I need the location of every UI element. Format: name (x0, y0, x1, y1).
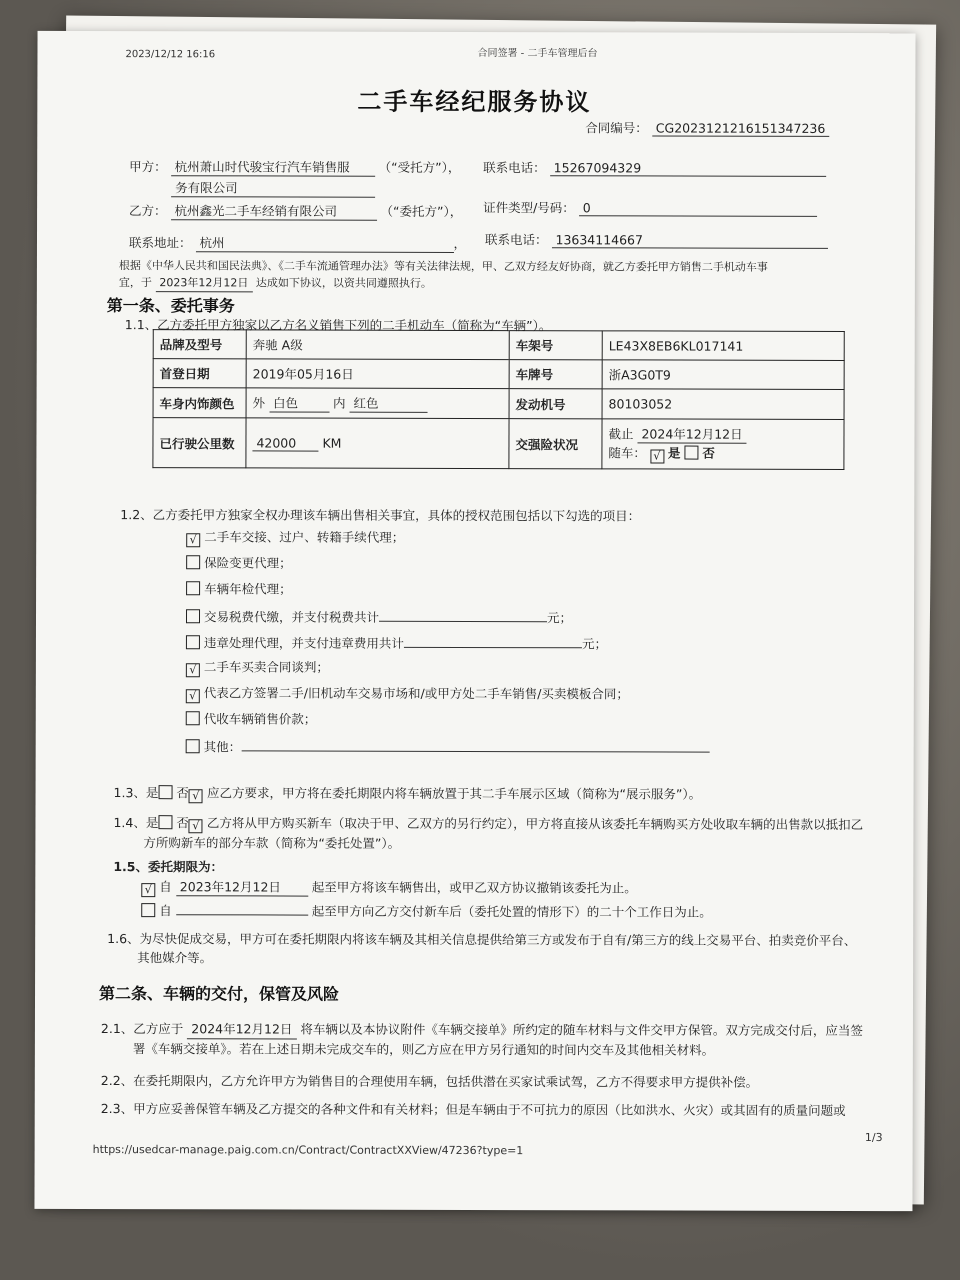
vehicle-table (152, 329, 844, 470)
checkbox-option-1[interactable]: √ (186, 533, 200, 547)
list-item (186, 735, 710, 762)
clause-1-4 (113, 813, 903, 854)
site-title: 合同签署 - 二手车管理后台 (477, 48, 598, 60)
clause-2-1-prefix: 2.1、乙方应于 (100, 1021, 184, 1037)
checkbox-option-4[interactable] (186, 609, 200, 623)
intro-date: 2023年12月12日 (155, 274, 252, 292)
table-row (153, 359, 844, 390)
table-row (153, 418, 844, 470)
list-item (186, 579, 710, 606)
party-a-name-line1: 杭州萧山时代骏宝行汽车销售服 (171, 157, 375, 177)
delivery-date: 2024年12月12日 (187, 1019, 296, 1039)
clause-1-3-no: 否 (176, 785, 189, 801)
insurance-date: 2024年12月12日 (637, 424, 746, 443)
clause-1-4-text: 乙方将从甲方购买新车（取决于甲、乙双方的另行约定），甲方将直接从该委托车辆购买方处收取车辆的出售款以抵扣乙 (206, 815, 864, 833)
engine-value: 80103052 (602, 389, 844, 420)
clause-1-3-yes: 1.3、是 (113, 785, 159, 801)
intro-suffix: 达成如下协议，以资共同遵照执行。 (255, 276, 432, 290)
clause-1-2: 1.2、乙方委托甲方独家全权办理该车辆出售相关事宜，具体的授权范围包括以下勾选的项目： (120, 507, 641, 524)
address-value: 杭州 (195, 233, 453, 253)
list-item (186, 657, 710, 684)
list-item (186, 605, 710, 632)
checkbox-1-3-no[interactable]: √ (189, 789, 203, 803)
party-b-name: 杭州鑫光二手车经销有限公司 (171, 201, 377, 221)
party-b-label: 乙方： (129, 203, 167, 219)
option-list (186, 527, 710, 762)
clause-1-4-text-2: 方所购新车的部分车款（简称为“委托处置”）。 (143, 835, 401, 851)
mileage-label: 已行驶公里数 (153, 418, 246, 468)
exterior-color: 白色 (269, 393, 329, 412)
color-value (246, 388, 509, 419)
plate-label: 车牌号 (509, 360, 602, 389)
other-blank[interactable] (241, 735, 709, 752)
clause-1-3-text: 应乙方要求，甲方将在委托期限内将车辆放置于其二手车展示区域（简称为“展示服务”）。 (206, 785, 702, 802)
party-b-role: （“委托方”）， (380, 203, 463, 219)
list-item (186, 683, 710, 710)
clause-1-5-title: 1.5、委托期限为： (113, 859, 224, 875)
option-label: 车辆年检代理； (204, 581, 292, 597)
list-item (186, 631, 710, 658)
contract-page (34, 31, 915, 1211)
clause-2-3: 2.3、甲方应妥善保管车辆及乙方提交的各种文件和有关材料；但是车辆由于不可抗力的原因（比如洪水、火灾）或其固有的质量问题或 (100, 1101, 846, 1118)
checkbox-term-1[interactable]: √ (141, 883, 155, 897)
interior-color: 红色 (350, 394, 428, 413)
checkbox-term-2[interactable] (141, 903, 155, 917)
exterior-prefix: 外 (252, 395, 266, 411)
checkbox-option-9[interactable] (186, 739, 200, 753)
intro-prefix: 宜，于 (118, 276, 152, 290)
party-b-phone (485, 230, 828, 249)
clause-1-6-line1: 1.6、为尽快促成交易，甲方可在委托期限内将该车辆及其相关信息提供给第三方或发布于自有/第三方的线上交易平台、拍卖竞价平台、 (107, 931, 857, 948)
party-a-role: （“受托方”）， (378, 159, 461, 175)
phone-label: 联系电话： (483, 160, 546, 176)
term-option-1 (141, 877, 637, 898)
insurance-label: 交强险状况 (509, 419, 602, 469)
checkbox-1-4-yes[interactable] (158, 815, 172, 829)
clause-1-1: 1.1、乙方委托甲方独家以乙方名义销售下列的二手机动车（简称为“车辆”）。 (124, 317, 552, 334)
phone-label-b: 联系电话： (484, 232, 548, 248)
party-a-phone (483, 158, 826, 177)
term-option-2 (141, 899, 712, 920)
no-label: 否 (702, 445, 715, 461)
table-row (153, 388, 844, 420)
party-a-name-line2: 务有限公司 (171, 178, 375, 198)
clause-1-6-line2: 其他媒介等。 (137, 950, 213, 966)
tax-amount-blank[interactable] (379, 606, 547, 622)
clause-1-6 (107, 929, 907, 969)
checkbox-option-3[interactable] (186, 581, 200, 595)
vin-label: 车架号 (509, 331, 602, 360)
first-reg-label: 首登日期 (153, 359, 246, 388)
table-row (153, 330, 844, 361)
term-from-2: 自 (159, 903, 172, 919)
option-suffix: 元； (547, 610, 573, 626)
color-label: 车身内饰颜色 (153, 388, 246, 418)
term-option-2-text: 起至甲方向乙方交付新车后（委托处置的情形下）的二十个工作日为止。 (311, 903, 712, 920)
option-label: 二手车买卖合同谈判； (203, 659, 329, 675)
plate-value: 浙A3G0T9 (602, 360, 844, 390)
party-a (129, 157, 489, 198)
option-label: 保险变更代理； (204, 555, 292, 571)
insurance-prefix: 截止 (608, 426, 634, 442)
interior-prefix: 内 (333, 395, 346, 411)
page-title: 二手车经纪服务协议 (357, 87, 592, 117)
checkbox-1-4-no[interactable]: √ (189, 819, 203, 833)
mileage-value: 42000 (252, 435, 318, 451)
id-value: 0 (579, 200, 817, 217)
with-car-label: 随车： (608, 445, 646, 461)
party-b-id (483, 198, 817, 217)
page-number: 1/3 (864, 1131, 883, 1145)
address (129, 233, 466, 253)
yes-label: 是 (667, 445, 681, 461)
intro-line2 (119, 274, 849, 294)
article2-title: 第二条、车辆的交付，保管及风险 (98, 984, 340, 1004)
brand-label: 品牌及型号 (153, 330, 246, 359)
checkbox-option-7[interactable]: √ (186, 689, 200, 703)
id-label: 证件类型/号码： (483, 200, 575, 216)
violation-amount-blank[interactable] (404, 632, 582, 648)
intro-line1: 根据《中华人民共和国民法典》、《二手车流通管理办法》等有关法律法规，甲、乙双方经友好协商，就乙方委托甲方销售二手机动车事 (118, 259, 768, 274)
clause-2-2: 2.2、在委托期限内，乙方允许甲方为销售目的合理使用车辆，包括供潜在买家试乘试驾，乙方不得要求甲方提供补偿。 (100, 1073, 759, 1090)
checkbox-option-8[interactable] (186, 711, 200, 725)
print-timestamp: 2023/12/12 16:16 (125, 49, 216, 61)
first-reg-value: 2019年05月16日 (246, 359, 509, 389)
checkbox-1-3-yes[interactable] (158, 785, 172, 799)
checkbox-with-car-no[interactable] (684, 446, 698, 460)
term-option-1-text: 起至甲方将该车辆售出，或甲乙双方协议撤销该委托为止。 (311, 879, 637, 896)
party-a-phone-value: 15267094329 (550, 160, 826, 177)
clause-1-4-yes: 1.4、是 (113, 815, 159, 831)
footer-url: https://usedcar-manage.paig.com.cn/Contract/ContractXXView/47236?type=1 (92, 1143, 524, 1158)
insurance-cell (602, 419, 844, 470)
checkbox-option-2[interactable] (186, 555, 200, 569)
party-a-label: 甲方： (129, 159, 167, 175)
option-label: 代收车辆销售价款； (203, 711, 317, 727)
term-from: 自 (159, 879, 172, 895)
contract-number (585, 118, 829, 137)
checkbox-option-5[interactable] (186, 635, 200, 649)
party-b (129, 201, 462, 221)
vin-value: LE43X8EB6KL017141 (602, 331, 844, 361)
intro (119, 257, 849, 294)
party-b-phone-value: 13634114667 (551, 232, 827, 249)
mileage-unit: KM (322, 435, 342, 451)
option-suffix: 元； (581, 636, 607, 652)
option-label: 其他： (203, 739, 242, 755)
brand-value: 奔驰 A级 (246, 330, 509, 360)
term-start-date: 2023年12月12日 (176, 877, 308, 896)
clause-1-4-no: 否 (176, 815, 189, 831)
clause-2-1 (101, 1019, 911, 1060)
term-date-blank[interactable] (176, 899, 308, 915)
article1-title: 第一条、委托事务 (106, 296, 235, 316)
checkbox-option-6[interactable]: √ (186, 663, 200, 677)
address-label: 联系地址： (128, 235, 192, 251)
option-label: 违章处理代理，并支付违章费用共计 (203, 635, 404, 651)
option-label: 交易税费代缴，并支付税费共计 (203, 609, 380, 625)
list-item (186, 553, 710, 580)
contract-number-label: 合同编号： (585, 120, 648, 136)
clause-1-3 (114, 783, 702, 805)
option-label: 二手车交接、过户、转籍手续代理； (204, 529, 405, 545)
contract-number-value: CG2023121216151347236 (652, 120, 830, 136)
list-item (186, 709, 710, 736)
checkbox-with-car-yes[interactable]: √ (650, 449, 664, 463)
mileage-cell (246, 418, 509, 469)
clause-2-1-text-2: 署《车辆交接单》。若在上述日期未完成交车的，则乙方应在甲方另行通知的时间内交车及其他相关材料。 (132, 1041, 715, 1058)
clause-2-1-text: 将车辆以及本协议附件《车辆交接单》所约定的随车材料与文件交甲方保管。双方完成交付后，应当签 (300, 1021, 863, 1039)
option-label: 代表乙方签署二手/旧机动车交易市场和/或甲方处二手车销售/买卖模板合同； (203, 685, 629, 702)
engine-label: 发动机号 (509, 389, 602, 419)
address-comma: ， (453, 235, 467, 251)
list-item (186, 527, 710, 554)
